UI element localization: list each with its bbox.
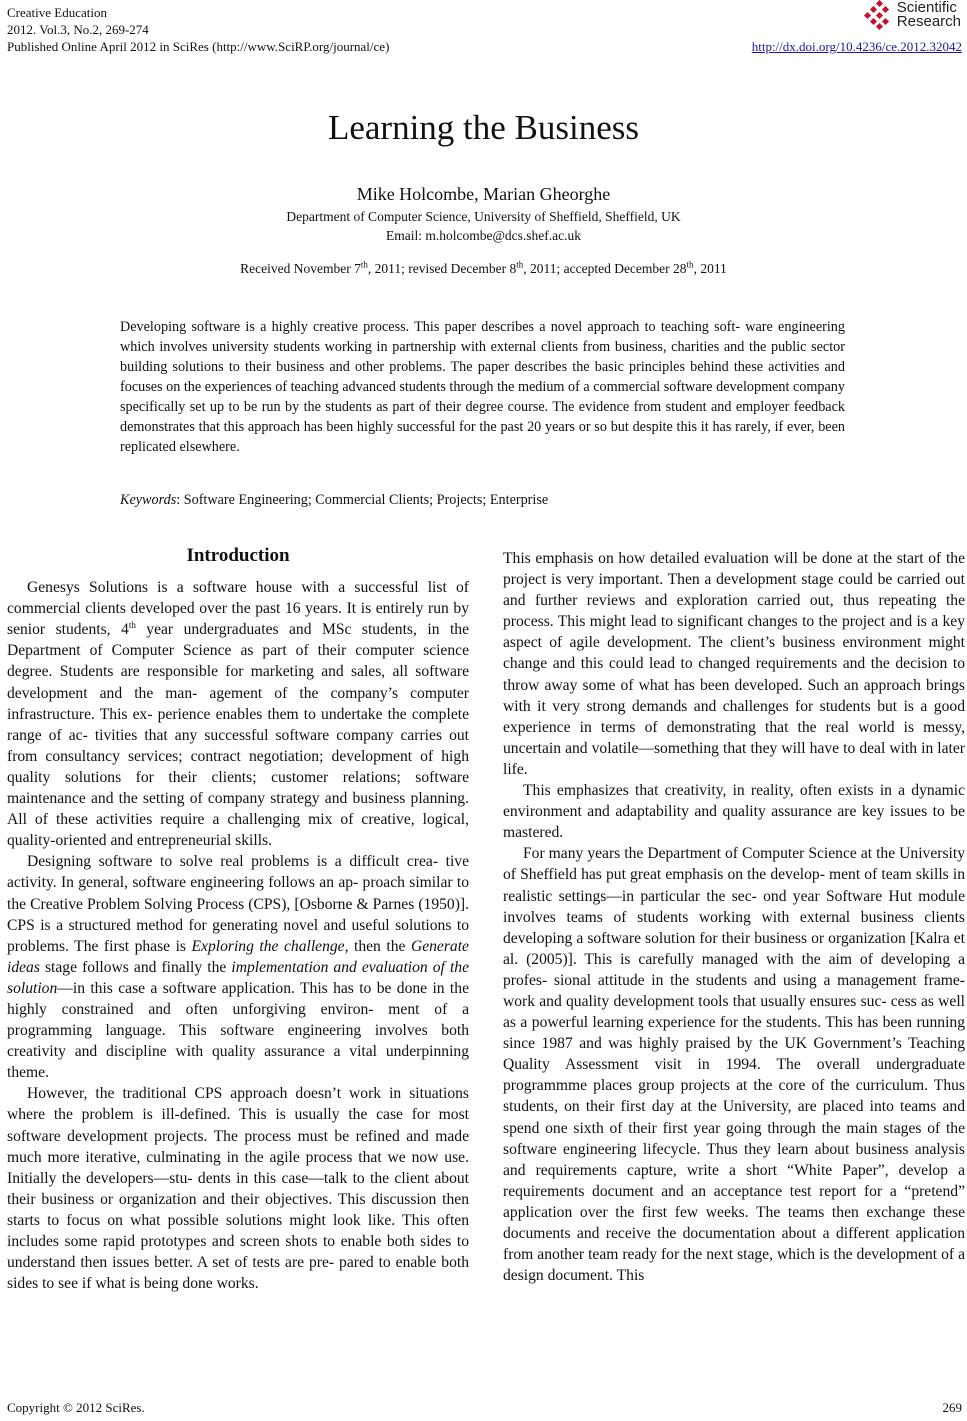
abstract: Developing software is a highly creative process. This paper describes a novel approach to teaching soft- ware engineering which involves university students working in partnership with external clients from business, charities and the public sector building solutions to their business and other problems. The paper describes the basic principles behind these activities and focuses on the experiences of teaching advanced students through the medium of a commercial software development company specifically set up to be run by the students as part of their degree course. The evidence from student and employer feedback demonstrates that this approach has been highly successful for the past 20 years or so but despite this it has rarely, if ever, been replicated elsewhere. — [120, 319, 845, 455]
journal-volume: 2012. Vol.3, No.2, 269-274 — [7, 22, 149, 37]
right-column — [503, 548, 965, 1286]
page-footer — [7, 1400, 962, 1416]
logo-icon — [864, 0, 894, 30]
published-online: Published Online April 2012 in SciRes (http://www.SciRP.org/journal/ce) — [7, 39, 390, 54]
keywords-label: Keywords — [120, 492, 177, 508]
scientific-research-logo — [864, 0, 961, 30]
doi-link[interactable]: http://dx.doi.org/10.4236/ce.2012.32042 — [751, 39, 962, 54]
paragraph: This emphasis on how detailed evaluation will be done at the start of the project is very important. Then a development stage could be carried out and further reviews and exploration carried out, thus repeating the process. This might lead to significant changes to the project and is a key aspect of agile development. The client’s business environment might change and this could lead to changed requirements and the decision to throw away some of what has been developed. Such an approach brings with it very strong demands and challenges for students but is a good experience in terms of demonstrating that the real world is messy, uncertain and volatile—something that they will have to deal with in later life. — [503, 550, 965, 778]
keywords-text: : Software Engineering; Commercial Clients; Projects; Enterprise — [176, 492, 549, 508]
paragraph: Designing software to solve real problems is a difficult crea- tive activity. In general, software engineering follows an ap- proach similar to the Creative Problem Solving Process (CPS), [Osborne & Parnes (1950)]. CPS is a structured method for generating novel and useful solutions to problems. The first phase is Exploring the challenge, then the Generate ideas stage follows and finally the implementation and evaluation of the solution—in this case a software application. This has to be done in the highly constrained and often unforgiving environ- ment of a programming language. This software engineering involves both creativity and discipline with quality assurance a vital underpinning theme. — [7, 853, 469, 1082]
affiliation-block — [0, 207, 967, 245]
paragraph: For many years the Department of Computer Science at the University of Sheffield has put great emphasis on the develop- ment of team skills in realistic settings—in particular the sec- ond year Software Hut module involves teams of students working with external business clients developing a software solution for their business or organization [Kalra et al. (2005)]. This is carefully managed with the aim of developing a profes- sional attitude in the students and using a management frame- work and quality development tools that usually ensures suc- cess as well as a powerful learning experience for the students. This has been running since 1987 and was highly praised by the UK Government’s Teaching Quality Assessment visit in 1994. The overall undergraduate programmme places group projects at the core of the curriculum. Thus students, on their first day at the University, are placed into teams and spend one sixth of their first year going through the main stages of the software engineering lifecycle. Thus they learn about business analysis and requirements capture, write a short “White Paper”, develop a requirements document and an acceptance test report for a “pretend” application over the first few weeks. The teams then exchange these documents and receive the documentation about a different application from another team ready for the next stage, which is the development of a design document. This — [503, 845, 965, 1285]
copyright: Copyright © 2012 SciRes. — [7, 1400, 145, 1415]
left-column-content — [0, 545, 469, 1294]
paper-authors: Mike Holcombe, Marian Gheorghe — [356, 184, 611, 204]
page-header — [7, 4, 962, 55]
received-dates: Received November 7th, 2011; revised December 8th, 2011; accepted December 28th, 2011 — [240, 259, 727, 276]
paragraph: However, the traditional CPS approach doesn’t work in situations where the problem is ill-defined. This is usually the case for most software development projects. The process must be refined and made much more iterative, culminating in the agile process that we now use. Initially the developers—stu- dents in this case—talk to the client about their business or organization and their objectives. This discussion then starts to focus on what possible solutions might look like. This often includes some rapid prototypes and screen shots to enable both sides to understand then issues better. A set of tests are pre- pared to enable both sides to see if what is being done works. — [7, 1085, 469, 1293]
keywords — [120, 492, 548, 509]
publication-line — [7, 38, 962, 55]
page-number: 269 — [942, 1400, 962, 1415]
email: Email: m.holcombe@dcs.shef.ac.uk — [385, 228, 581, 243]
section-heading-introduction: Introduction — [186, 545, 290, 566]
paper-title: Learning the Business — [327, 108, 640, 147]
journal-name: Creative Education — [7, 5, 107, 20]
affiliation: Department of Computer Science, University of Sheffield, Sheffield, UK — [286, 209, 681, 224]
logo-text: Scientific Research — [896, 0, 961, 30]
paragraph: Genesys Solutions is a software house with a successful list of commercial clients developed over the past 16 years. It is entirely run by senior students, 4th year undergraduates and MSc students, in the Department of Computer Science as part of their computer science degree. Students are responsible for marketing and sales, all software development and the man- agement of the company’s computer infrastructure. This ex- perience enables them to undertake the complete range of ac- tivities that any successful software company carries out from consultancy services; contract negotiation; development of high quality solutions for their clients; customer relations; software maintenance and the setting of company strategy and business planning. All of these activities require a challenging mix of creative, logical, quality-oriented and entrepreneurial skills. — [7, 579, 469, 850]
paragraph: This emphasizes that creativity, in reality, often exists in a dynamic environment and adaptability and quality assurance are key issues to be mastered. — [503, 782, 965, 842]
